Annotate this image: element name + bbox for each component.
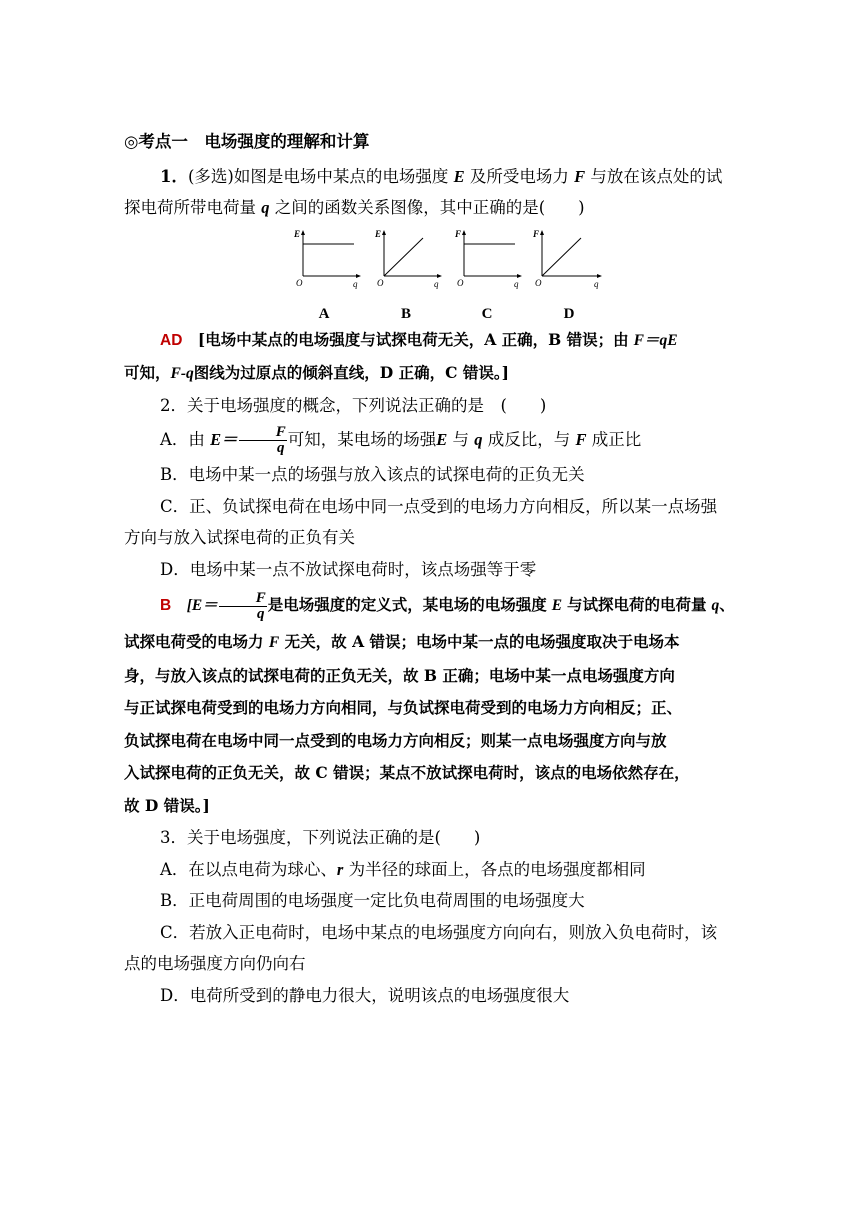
q1-explanation-line1: AD [电场中某点的电场强度与试探电荷无关，A 正确，B 错误；由 F＝qE bbox=[160, 329, 678, 349]
graph-a-caption: A bbox=[318, 305, 330, 322]
graph-c bbox=[455, 228, 525, 290]
q2-stem: 2．关于电场强度的概念，下列说法正确的是 ( ) bbox=[160, 395, 547, 415]
graph-b-origin: O bbox=[377, 277, 384, 288]
q2-explanation-line2: 试探电荷受的电场力 F 无关，故 A 错误；电场中某一点的电场强度取决于电场本 bbox=[124, 632, 680, 651]
q2-option-c-line2: 方向与放入试探电荷的正负有关 bbox=[124, 528, 355, 547]
q1-answer: AD bbox=[160, 331, 183, 349]
q2-option-d: D．电场中某一点不放试探电荷时，该点场强等于零 bbox=[160, 559, 537, 579]
graph-a-x-label: q bbox=[353, 278, 358, 289]
graph-c-x-label: q bbox=[514, 278, 519, 289]
q2-explanation-line6: 入试探电荷的正负无关，故 C 错误；某点不放试探电荷时，该点的电场依然存在， bbox=[124, 763, 690, 782]
q1-stem-line2: 探电荷所带电荷量 q 之间的函数关系图像，其中正确的是( ) bbox=[124, 198, 585, 217]
q2-answer: B bbox=[160, 597, 172, 614]
q1-number: 1． bbox=[160, 166, 188, 186]
graph-d-origin: O bbox=[535, 277, 542, 288]
q1-stem-line1: 1．(多选)如图是电场中某点的电场强度 E 及所受电场力 F 与放在该点处的试 bbox=[160, 166, 723, 186]
q1-tag: (多选) bbox=[187, 166, 234, 186]
graph-a-origin: O bbox=[296, 277, 303, 288]
graph-c-caption: C bbox=[481, 305, 493, 322]
graph-d-data-line bbox=[542, 238, 581, 276]
graph-b-y-label: E bbox=[375, 228, 382, 239]
graph-d-y-label: F bbox=[533, 228, 540, 239]
graph-a bbox=[294, 228, 364, 290]
q3-option-a: A．在以点电荷为球心、r 为半径的球面上，各点的电场强度都相同 bbox=[160, 859, 646, 879]
q1-explanation-line2: 可知，F-q图线为过原点的倾斜直线，D 正确，C 错误。] bbox=[124, 362, 509, 382]
q3-option-c-line2: 点的电场强度方向仍向右 bbox=[124, 954, 306, 973]
graph-d bbox=[533, 228, 605, 290]
q2-explanation-line4: 与正试探电荷受到的电场力方向相同，与负试探电荷受到的电场力方向相反；正、 bbox=[124, 698, 683, 717]
q1-graphs bbox=[124, 228, 744, 324]
graph-a-x-arrow bbox=[356, 274, 361, 278]
q2-explanation-line5: 负试探电荷在电场中同一点受到的电场力方向相反；则某一点电场强度方向与放 bbox=[124, 730, 667, 750]
fraction-f-over-q: $\frac{F}{q}$ bbox=[239, 425, 287, 456]
graph-c-origin: O bbox=[457, 277, 464, 288]
q2-option-c-line1: C．正、负试探电荷在电场中同一点受到的电场力方向相反，所以某一点场强 bbox=[160, 496, 718, 516]
q2-option-b: B．电场中某一点的场强与放入该点的试探电荷的正负无关 bbox=[160, 465, 585, 484]
graph-a-y-label: E bbox=[294, 228, 301, 239]
graph-c-y-label: F bbox=[455, 228, 462, 239]
document-page bbox=[124, 126, 744, 1011]
q2-option-a: A．由 E＝ $\frac{F}{q}$ 可知，某电场的场强E 与 q 成反比，与 F 成正比 bbox=[160, 424, 642, 456]
q2-explanation-line3: 身，与放入该点的试探电荷的正负无关，故 B 正确；电场中某一点电场强度方向 bbox=[124, 665, 675, 685]
q3-option-c-line1: C．若放入正电荷时，电场中某点的电场强度方向向右，则放入负电荷时，该 bbox=[160, 922, 718, 942]
graph-b-x-label: q bbox=[434, 278, 439, 289]
graph-b bbox=[375, 228, 445, 290]
graph-b-caption: B bbox=[400, 305, 411, 322]
q3-option-b: B．正电荷周围的电场强度一定比负电荷周围的电场强度大 bbox=[160, 891, 585, 910]
q3-option-d: D．电荷所受到的静电力很大，说明该点的电场强度很大 bbox=[160, 985, 570, 1005]
graph-b-data-line bbox=[384, 238, 423, 276]
fraction-f-over-q-2: $\frac{F}{q}$ bbox=[219, 591, 267, 622]
graph-d-caption: D bbox=[563, 305, 575, 322]
q2-explanation-line7: 故 D 错误。] bbox=[124, 795, 210, 815]
q3-stem: 3．关于电场强度，下列说法正确的是( ) bbox=[160, 828, 481, 847]
graph-a-y-arrow bbox=[301, 230, 305, 235]
graph-d-x-label: q bbox=[594, 278, 599, 289]
section-title: ◎考点一 电场强度的理解和计算 bbox=[124, 132, 370, 151]
q2-explanation-line1: B [E＝ $\frac{F}{q}$ 是电场强度的定义式，某电场的电场强度 E 与试探电荷的电荷量 q、 bbox=[160, 589, 735, 622]
